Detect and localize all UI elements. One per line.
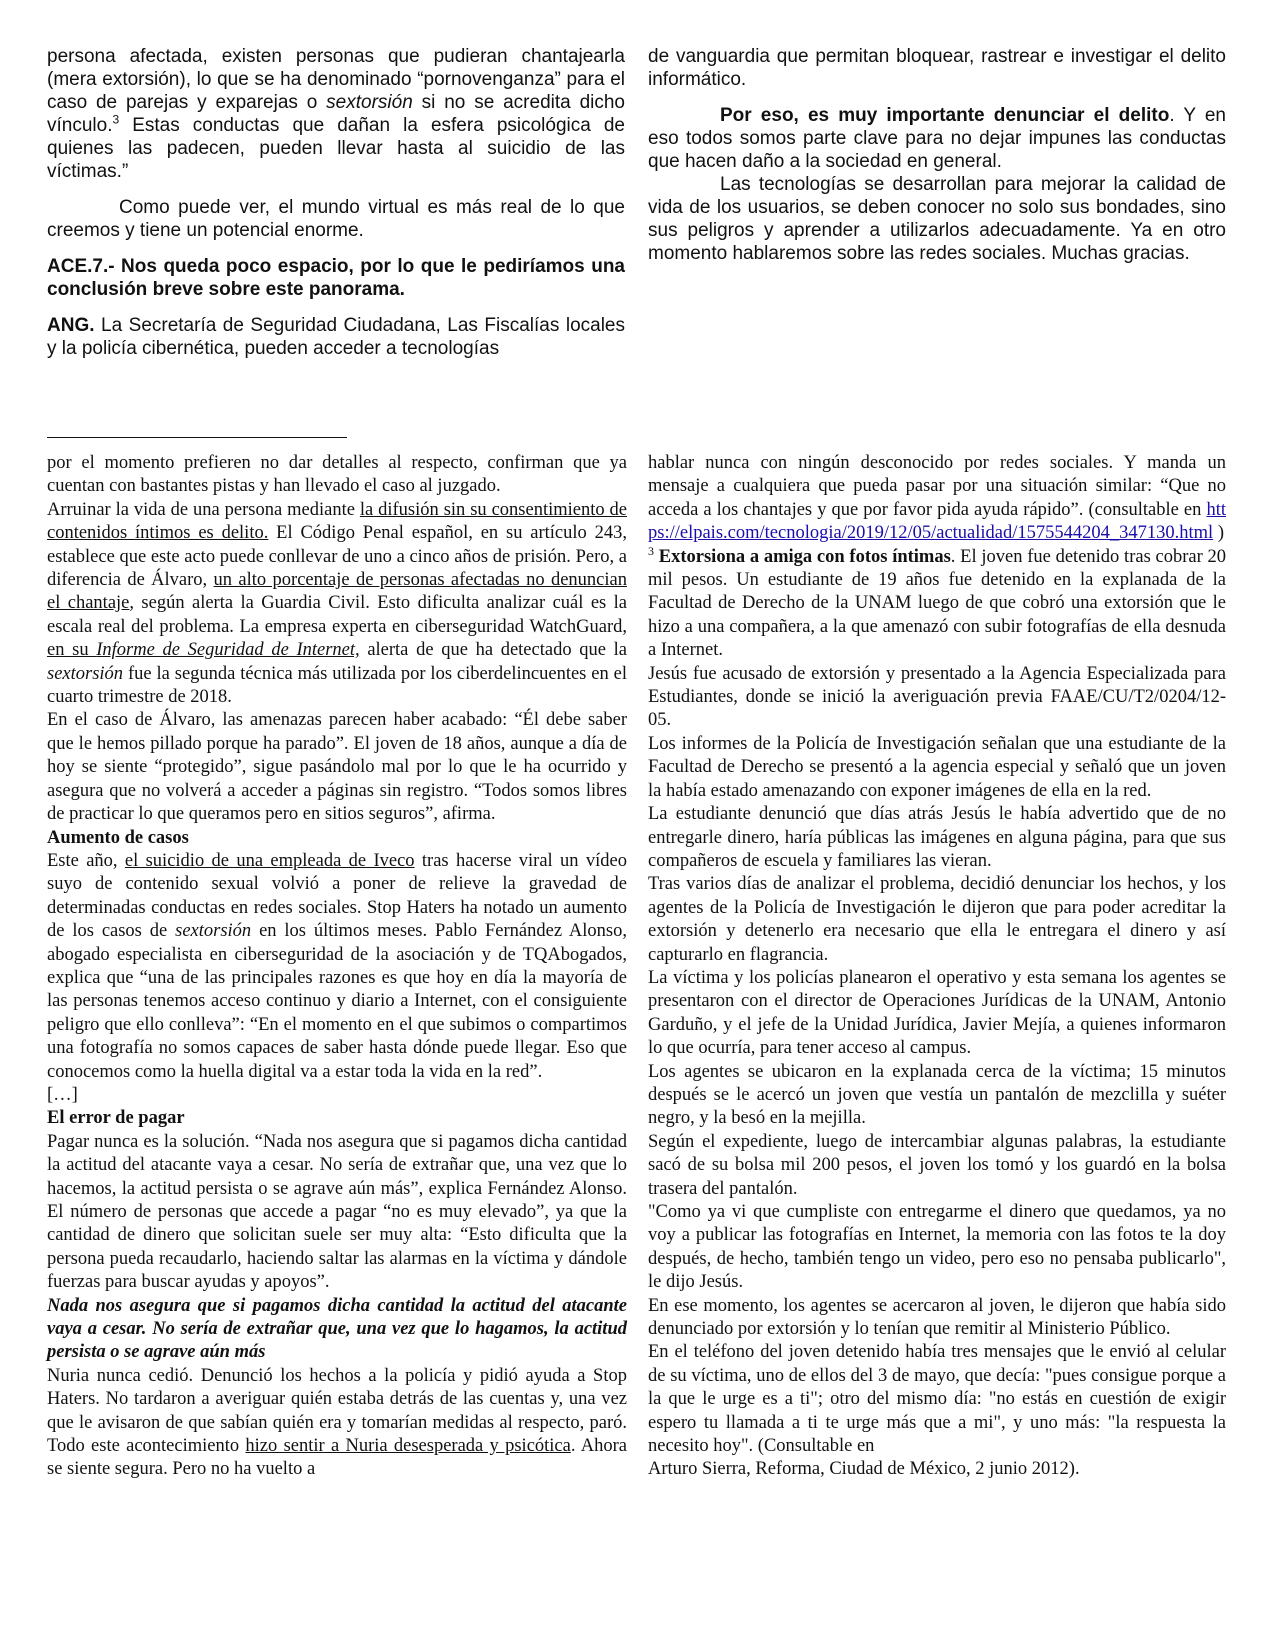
text-run: Nuria nunca cedió. Denunció los hechos a la policía y pidió ayuda a Stop Haters. No tardaron a averiguar quién estaba detrás de las cuentas y, una vez que le avisaron de que sabían quién era y tomarían medidas al respecto, paró. Todo este acontecimiento — [47, 1365, 627, 1457]
footnote-paragraph: Tras varios días de analizar el problema, decidió denunciar los hechos, y los agentes de la Policía de Investigación le dijeron que para poder acreditar la extorsión y detenerlo era necesario que ella le entregara el dinero y así capturarlo en flagrancia. — [648, 874, 1226, 965]
section-heading: Aumento de casos — [47, 827, 189, 848]
text-run: fue la segunda técnica más utilizada por los ciberdelincuentes en el cuarto trimestre de 2018. — [47, 663, 627, 708]
text-run: Este año, — [47, 850, 125, 871]
text-run: La Secretaría de Seguridad Ciudadana, Las Fiscalías locales y la policía cibernética, pueden acceder a tecnologías — [47, 315, 625, 359]
footnote-paragraph: Pagar nunca es la solución. “Nada nos asegura que si pagamos dicha cantidad la actitud del atacante vaya a cesar. No sería de extrañar que, una vez que lo hacemos, la actitud persista o se agrave aún más”, explica Fernández Alonso. El número de personas que accede a pagar “no es muy elevado”, ya que la cantidad de dinero que solicitan suele ser muy alta: “Esto dificulta que la persona pueda recaudarlo, haciendo saltar las alarmas en la víctima y dándole fuerzas para buscar ayudas y apoyos”. — [47, 1131, 627, 1293]
footnote-paragraph: Jesús fue acusado de extorsión y presentado a la Agencia Especializada para Estudiantes, donde se inició la averiguación previa FAAE/CU/T2/0204/12-05. — [648, 663, 1226, 731]
footnote-3 — [648, 543, 1227, 663]
italic-term: sextorsión — [326, 92, 413, 113]
footnote-paragraph: Los informes de la Policía de Investigación señalan que una estudiante de la Facultad de Derecho se presentó a la agencia especial y señaló que un joven la había estado amenazando con exponer imágenes de ella en la red. — [648, 733, 1226, 801]
interview-paragraph: Las tecnologías se desarrollan para mejorar la calidad de vida de los usuarios, se deben conocer no solo sus bondades, sino sus peligros y aprender a utilizarlos adecuadamente. Ya en otro momento hablaremos sobre las redes sociales. Muchas gracias. — [648, 174, 1226, 264]
text-run: . El joven fue detenido tras cobrar 20 mil pesos. Un estudiante de 19 años fue detenido en la explanada de la Facultad de Derecho de la UNAM luego de que cobró una extorsión que le hizo a una compañera, a la que amenazó con subir fotografías de ella desnuda a Internet. — [648, 546, 1227, 661]
footnote-paragraph — [648, 452, 1226, 546]
text-run: en los últimos meses. Pablo Fernández Alonso, abogado especialista en ciberseguridad de la asociación y de TQAbogados, explica que “una de las principales razones es que hoy en día la mayoría de las personas tenemos acceso continuo y diario a Internet, con el consiguiente peligro que ello conlleva”: “En el momento en el que subimos o compartimos una fotografía no somos capaces de saber hasta dónde puede llegar. Eso que conocemos como la huella digital va a estar toda la vida en la red”. — [47, 921, 627, 1082]
text-run: alerta de que ha detectado que la — [359, 640, 627, 661]
source-url-link[interactable]: https://elpais.com/tecnologia/2019/12/05/actualidad/1575544204_347130.html — [648, 499, 1226, 544]
italic-term: Informe de Seguridad de Internet, — [96, 640, 360, 661]
italic-term: sextorsión — [47, 663, 124, 684]
interview-paragraph — [648, 104, 1226, 173]
underlined-link[interactable]: la difusión sin su consentimiento de contenidos íntimos es delito. — [47, 499, 627, 544]
italic-term: sextorsión — [175, 921, 252, 942]
footnote-paragraph: "Como ya vi que cumpliste con entregarme el dinero que quedamos, ya no voy a publicar las fotografías en Internet, la memoria con las fotos te la doy después, de hecho, también tengo un video, pero eso no pensaba publicarlo", le dijo Jesús. — [648, 1202, 1226, 1293]
text-run: . Ahora se siente segura. Pero no ha vuelto a — [47, 1436, 627, 1480]
text-run: Estas conductas que dañan la esfera psicológica de quienes las padecen, pueden llevar hasta al suicidio de las víctimas.” — [47, 115, 625, 182]
footnote-paragraph: En el caso de Álvaro, las amenazas parecen haber acabado: “Él debe saber que le hemos pillado porque ha parado”. El joven de 18 años, aunque a día de hoy se siente “protegido”, sigue pasándolo mal por lo que le ha ocurrido y asegura que no volverá a acceder a páginas sin registro. “Todos somos libres de practicar lo que queramos pero en sitios seguros”, afirma. — [47, 710, 627, 825]
footnote-ref-3[interactable]: 3 — [112, 112, 120, 127]
pull-quote: Nada nos asegura que si pagamos dicha cantidad la actitud del atacante vaya a cesar. No sería de extrañar que, una vez que lo hagamos, la actitud persista o se agrave aún más — [47, 1295, 627, 1363]
footnote-paragraph: por el momento prefieren no dar detalles al respecto, confirman que ya cuentan con bastantes pistas y han llevado el caso al juzgado. — [47, 453, 627, 497]
footnote-paragraph: Según el expediente, luego de intercambiar algunas palabras, la estudiante sacó de su bolsa mil 200 pesos, el joven los tomó y los guardó en la bolsa trasera del pantalón. — [648, 1131, 1226, 1199]
text-run: en su — [47, 640, 97, 661]
text-run: tras hacerse viral un vídeo suyo de contenido sexual volvió a poner de relieve la gravedad de determinadas conductas en redes sociales. Stop Haters ha notado un aumento de los casos de — [47, 850, 628, 942]
interview-column-right — [648, 45, 1226, 265]
underlined-link[interactable]: hizo sentir a Nuria desesperada y psicótica — [245, 1436, 571, 1457]
text-run: Arruinar la vida de una persona mediante — [47, 499, 360, 520]
footnote-paragraph — [47, 850, 627, 1084]
emphasis-text: Por eso, es muy importante denunciar el delito — [720, 105, 1170, 126]
text-run: , según alerta la Guardia Civil. Esto dificulta analizar cuál es la escala real del problema. La empresa experta en ciberseguridad WatchGuard, — [47, 593, 627, 637]
speaker-label: ANG. — [47, 315, 95, 336]
section-heading: El error de pagar — [47, 1108, 185, 1129]
footnote-paragraph: En ese momento, los agentes se acercaron al joven, le dijeron que había sido denunciado por extorsión y lo tenían que remitir al Ministerio Público. — [648, 1295, 1226, 1340]
interview-paragraph: de vanguardia que permitan bloquear, rastrear e investigar el delito informático. — [648, 46, 1226, 90]
interview-column-left — [47, 45, 625, 360]
text-run: hablar nunca con ningún desconocido por redes sociales. Y manda un mensaje a cualquiera que pueda pasar por una situación similar: “Que no acceda a los chantajes y que por favor pida ayuda rápido”. (consultable en — [648, 453, 1226, 520]
text-run: si no se acredita dicho vínculo. — [47, 92, 625, 136]
underlined-link[interactable] — [47, 640, 360, 660]
footnote-citation: Arturo Sierra, Reforma, Ciudad de México, 2 junio 2012). — [648, 1459, 1080, 1480]
interview-paragraph — [47, 45, 625, 183]
text-run: . Y en eso todos somos parte clave para no dejar impunes las conductas que hacen daño a la sociedad en general. — [648, 105, 1226, 172]
underlined-link[interactable]: el suicidio de una empleada de Iveco — [124, 850, 415, 871]
text-run: persona afectada, existen personas que pudieran chantajearla (mera extorsión), lo que se ha denominado “pornovenganza” para el caso de parejas y exparejas o — [47, 46, 625, 113]
underlined-link[interactable]: un alto porcentaje de personas afectadas no denuncian el chantaje — [47, 570, 627, 614]
footnote-paragraph: La estudiante denunció que días atrás Jesús le había advertido que de no entregarle dinero, haría públicas las imágenes en alguna página, para que sus compañeros de escuela y familiares las vieran. — [648, 804, 1226, 871]
footnote-column-left — [47, 452, 627, 1482]
footnote-title: Extorsiona a amiga con fotos íntimas — [658, 546, 951, 567]
interviewer-question: ACE.7.- Nos queda poco espacio, por lo que le pediríamos una conclusión breve sobre este panorama. — [47, 256, 625, 300]
footnote-paragraph — [47, 1365, 627, 1482]
footnote-paragraph — [47, 499, 627, 710]
footnote-column-right — [648, 452, 1226, 1482]
footnote-paragraph: En el teléfono del joven detenido había tres mensajes que le envió al celular de su víctima, uno de ellos del 3 de mayo, que decía: "pues consigue porque a la que le urge es a ti"; otro del mismo día: "no estás en cuestión de exigir espero tu llamada a ti te urge más que a mi", y uno más: "la respuesta la necesito hoy". (Consultable en — [648, 1342, 1226, 1457]
footnote-number: 3 — [648, 543, 654, 558]
footnote-paragraph: Los agentes se ubicaron en la explanada cerca de la víctima; 15 minutos después se le acercó un joven que vestía un pantalón de mezclilla y suéter negro, y la besó en la mejilla. — [648, 1061, 1226, 1129]
footnote-paragraph: La víctima y los policías planearon el operativo y esta semana los agentes se presentaron con el director de Operaciones Jurídicas de la UNAM, Antonio Garduño, y el jefe de la Unidad Jurídica, Javier Mejía, a quienes informaron lo que ocurría, para tener acceso al campus. — [648, 967, 1226, 1059]
ellipsis: […] — [47, 1084, 78, 1105]
text-run: El Código Penal español, en su artículo 243, establece que este acto puede conllevar de uno a cinco años de prisión. Pero, a diferencia de Álvaro, — [47, 523, 627, 591]
interviewee-answer — [47, 314, 625, 360]
text-run: ) — [1213, 523, 1224, 544]
interview-paragraph: Como puede ver, el mundo virtual es más real de lo que creemos y tiene un potencial enorme. — [47, 197, 625, 241]
footnote-separator — [47, 437, 347, 438]
